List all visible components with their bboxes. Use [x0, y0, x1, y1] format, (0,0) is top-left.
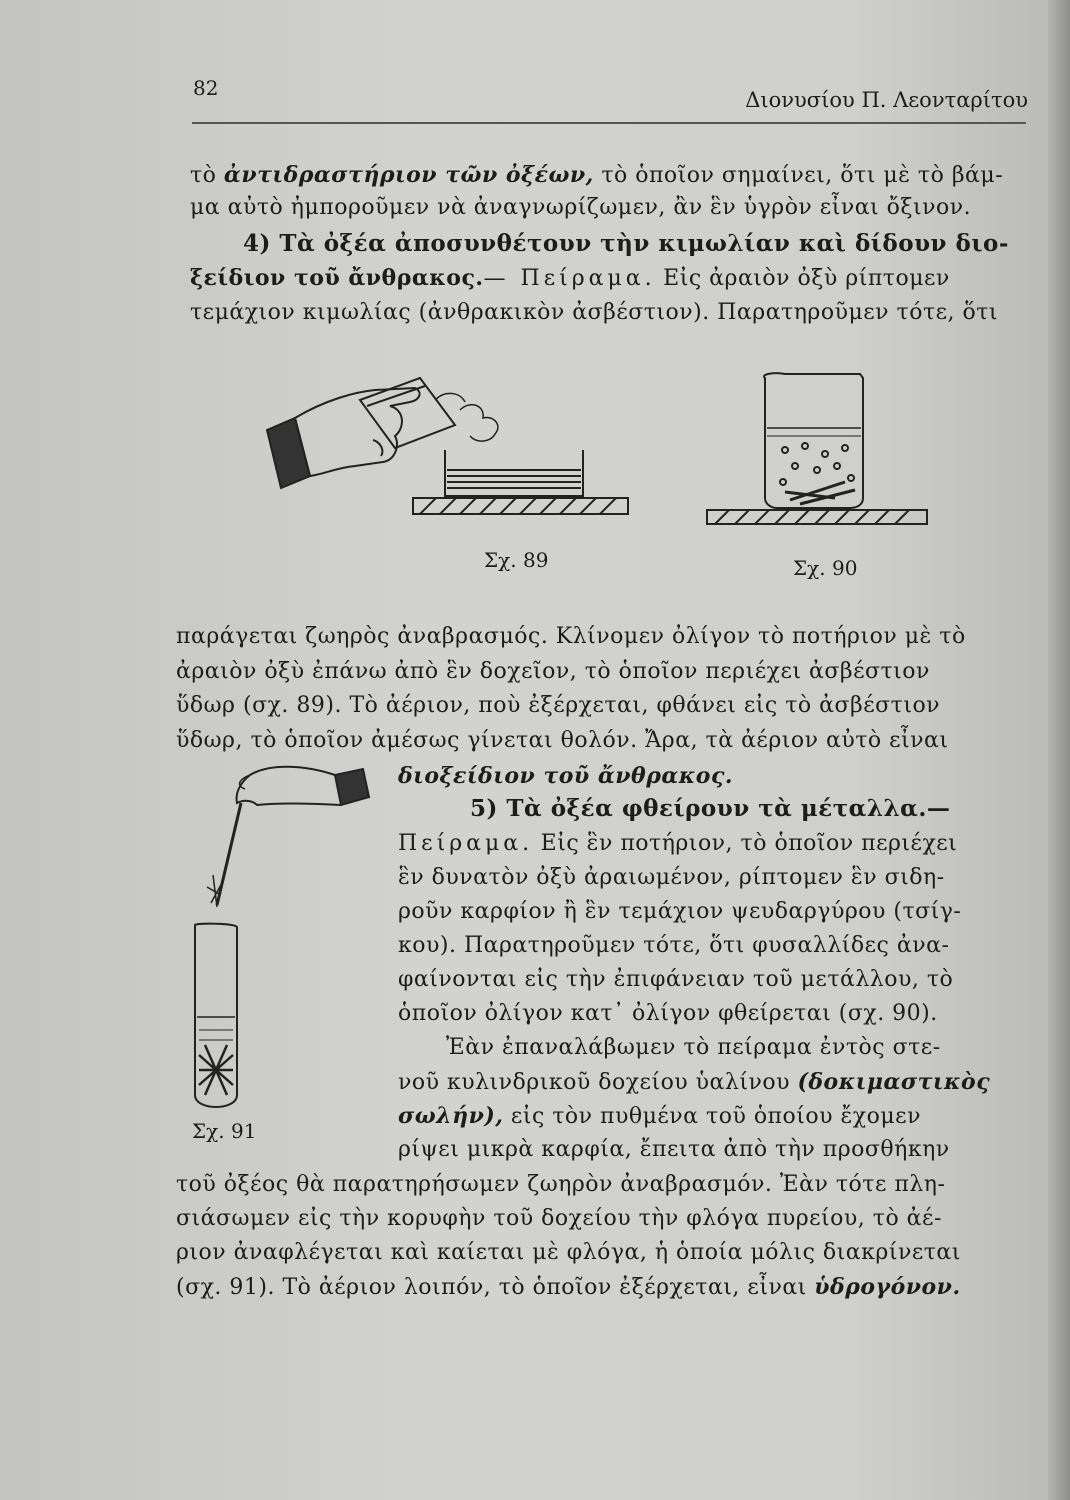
figure-89 — [255, 370, 635, 530]
text-line-22: τοῦ ὀξέος θὰ παρατηρήσωμεν ζωηρὸν ἀναβρασμόν. Ἐὰν τότε πλη- — [176, 1172, 946, 1197]
term-carbon-dioxide: διοξείδιον τοῦ ἄνθρακος. — [398, 763, 734, 789]
term-acid-indicator: ἀντιδραστήριον τῶν ὀξέων, — [223, 162, 594, 188]
text-line-6: παράγεται ζωηρὸς ἀναβρασμός. Κλίνομεν ὀλίγον τὸ ποτήριον μὲ τὸ — [176, 624, 966, 649]
figure-90-caption: Σχ. 90 — [793, 556, 858, 580]
text-line-4 — [190, 265, 950, 292]
text-line-1 — [190, 162, 1003, 189]
beaker — [764, 373, 863, 508]
text-fragment: τὸ — [190, 163, 224, 188]
text-line-19 — [398, 1069, 990, 1096]
text-line-18: Ἐὰν ἐπαναλάβωμεν τὸ πείραμα ἐντὸς στε- — [446, 1035, 941, 1060]
text-fragment: τὸ ὁποῖον σημαίνει, ὅτι μὲ τὸ βάμ- — [593, 163, 1004, 188]
text-line-20 — [398, 1103, 921, 1130]
page-edge — [1048, 0, 1070, 1500]
dish — [445, 450, 583, 496]
text-line-15: κου). Παρατηροῦμεν τότε, ὅτι φυσαλλίδες ἀνα- — [398, 933, 950, 958]
term-hydrogen: ὑδρογόνον. — [814, 1274, 961, 1300]
text-line-23: σιάσωμεν εἰς τὴν κορυφὴν τοῦ δοχείου τὴν φλόγα πυρείου, τὸ ἀέ- — [176, 1206, 942, 1231]
text-line-12 — [398, 831, 957, 857]
text-line-7: ἀραιὸν ὀξὺ ἐπάνω ἀπὸ ἓν δοχεῖον, τὸ ὁποῖον περιέχει ἀσβέστιον — [176, 659, 930, 684]
figure-91 — [185, 755, 385, 1115]
section-heading-5: 5) Τὰ ὀξέα φθείρουν τὰ μέταλλα.— — [470, 795, 951, 822]
experiment-label: Πείραμα. — [398, 831, 534, 856]
text-fragment: εἰς τὸν πυθμένα τοῦ ὁποίου ἔχομεν — [503, 1104, 921, 1129]
text-line-13: ἓν δυνατὸν ὀξὺ ἀραιωμένον, ρίπτομεν ἓν σιδη- — [398, 865, 945, 890]
page-number: 82 — [193, 76, 219, 100]
text-line-25 — [176, 1274, 961, 1301]
text-line-5: τεμάχιον κιμωλίας (ἀνθρακικὸν ἀσβέστιον). Παρατηροῦμεν τότε, ὅτι — [190, 300, 999, 325]
test-tube — [195, 924, 237, 1107]
text-line-2: μα αὐτὸ ἠμποροῦμεν νὰ ἀναγνωρίζωμεν, ἂν ἓν ὑγρὸν εἶναι ὄξινον. — [190, 195, 972, 220]
term-test-tube: (δοκιμαστικὸς — [797, 1069, 991, 1095]
text-line-21: ρίψει μικρὰ καρφία, ἔπειτα ἀπὸ τὴν προσθήκην — [398, 1137, 950, 1162]
figure-91-caption: Σχ. 91 — [192, 1119, 257, 1143]
running-header-author: Διονυσίου Π. Λεονταρίτου — [745, 88, 1028, 112]
text-line-24: ριον ἀναφλέγεται καὶ καίεται μὲ φλόγα, ἡ ὁποία μόλις διακρίνεται — [176, 1240, 961, 1265]
term-test-tube-end: σωλήν), — [398, 1103, 504, 1129]
text-line-9: ὕδωρ, τὸ ὁποῖον ἀμέσως γίνεται θολόν. Ἄρα, τὰ ἀέριον αὐτὸ εἶναι — [176, 728, 949, 753]
figure-89-caption: Σχ. 89 — [484, 548, 549, 572]
text-line-8: ὕδωρ (σχ. 89). Τὸ ἀέριον, ποὺ ἐξέρχεται, φθάνει εἰς τὸ ἀσβέστιον — [176, 693, 941, 718]
base-plate — [413, 498, 628, 514]
text-line-17: ὁποῖον ὀλίγον κατ᾿ ὀλίγον φθείρεται (σχ. 90). — [398, 1001, 938, 1026]
text-fragment: Εἰς ἀραιὸν ὀξὺ ρίπτομεν — [655, 266, 950, 291]
heading-continuation: ξείδιον τοῦ ἄνθρακος. — [190, 265, 484, 291]
header-rule — [192, 122, 1026, 124]
text-fragment: Εἰς ἓν ποτήριον, τὸ ὁποῖον περιέχει — [533, 831, 958, 856]
text-fragment: νοῦ κυλινδρικοῦ δοχείου ὑαλίνου — [398, 1070, 798, 1095]
figure-90 — [705, 370, 935, 530]
text-line-16: φαίνονται εἰς τὴν ἐπιφάνειαν τοῦ μετάλλου, τὸ — [398, 967, 954, 992]
experiment-label: — Πείραμα. — [483, 266, 656, 291]
text-fragment: (σχ. 91). Τὸ ἀέριον λοιπόν, τὸ ὁποῖον ἐξέρχεται, εἶναι — [176, 1275, 815, 1300]
text-line-14: ροῦν καρφίον ἢ ἓν τεμάχιον ψευδαργύρου (τσίγ- — [398, 899, 962, 924]
section-heading-4: 4) Τὰ ὀξέα ἀποσυνθέτουν τὴν κιμωλίαν καὶ δίδουν διο- — [243, 230, 1009, 257]
